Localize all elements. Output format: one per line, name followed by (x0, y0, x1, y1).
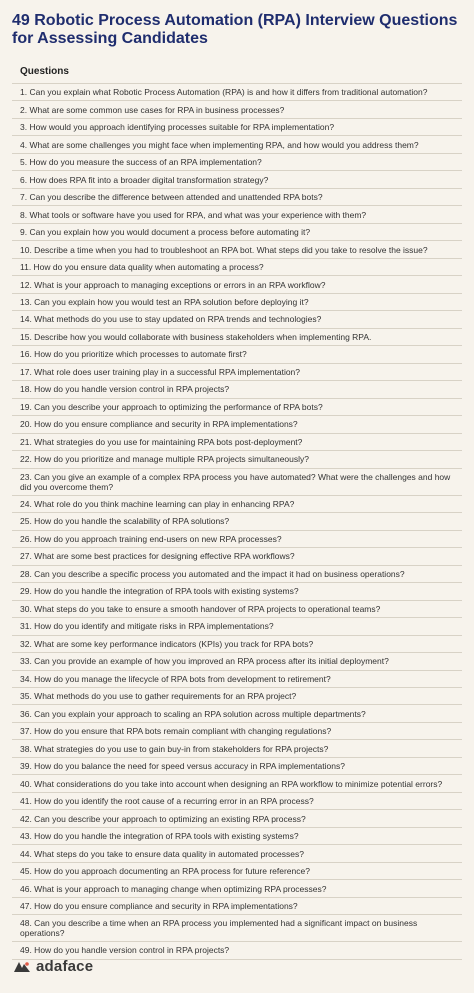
question-item: 2. What are some common use cases for RPA in business processes? (12, 101, 462, 118)
question-item: 19. Can you describe your approach to optimizing the performance of RPA bots? (12, 399, 462, 416)
question-item: 40. What considerations do you take into account when designing an RPA workflow to minimize potential errors? (12, 775, 462, 792)
questions-table (12, 62, 462, 960)
question-item: 12. What is your approach to managing exceptions or errors in an RPA workflow? (12, 276, 462, 293)
question-item: 43. How do you handle the integration of RPA tools with existing systems? (12, 828, 462, 845)
brand-name: adaface (36, 958, 94, 975)
question-item: 35. What methods do you use to gather requirements for an RPA project? (12, 688, 462, 705)
question-item: 15. Describe how you would collaborate with business stakeholders when implementing RPA. (12, 329, 462, 346)
question-item: 41. How do you identify the root cause of a recurring error in an RPA process? (12, 793, 462, 810)
question-list (12, 84, 462, 960)
question-item: 39. How do you balance the need for speed versus accuracy in RPA implementations? (12, 758, 462, 775)
question-item: 33. Can you provide an example of how you improved an RPA process after its initial deployment? (12, 653, 462, 670)
question-item: 23. Can you give an example of a complex RPA process you have automated? What were the challenges and how did you overcome them? (12, 469, 462, 496)
question-item: 45. How do you approach documenting an RPA process for future reference? (12, 863, 462, 880)
question-item: 27. What are some best practices for designing effective RPA workflows? (12, 548, 462, 565)
question-item: 32. What are some key performance indicators (KPIs) you track for RPA bots? (12, 636, 462, 653)
question-item: 21. What strategies do you use for maintaining RPA bots post-deployment? (12, 434, 462, 451)
question-item: 42. Can you describe your approach to optimizing an existing RPA process? (12, 810, 462, 827)
question-item: 9. Can you explain how you would document a process before automating it? (12, 224, 462, 241)
question-item: 26. How do you approach training end-users on new RPA processes? (12, 531, 462, 548)
question-item: 30. What steps do you take to ensure a smooth handover of RPA projects to operational teams? (12, 601, 462, 618)
question-item: 47. How do you ensure compliance and security in RPA implementations? (12, 898, 462, 915)
question-item: 7. Can you describe the difference between attended and unattended RPA bots? (12, 189, 462, 206)
question-item: 31. How do you identify and mitigate risks in RPA implementations? (12, 618, 462, 635)
question-item: 4. What are some challenges you might face when implementing RPA, and how would you address them? (12, 136, 462, 153)
question-item: 34. How do you manage the lifecycle of RPA bots from development to retirement? (12, 671, 462, 688)
question-item: 13. Can you explain how you would test an RPA solution before deploying it? (12, 294, 462, 311)
question-item: 17. What role does user training play in a successful RPA implementation? (12, 364, 462, 381)
question-item: 16. How do you prioritize which processes to automate first? (12, 346, 462, 363)
question-item: 8. What tools or software have you used for RPA, and what was your experience with them? (12, 206, 462, 223)
question-item: 36. Can you explain your approach to scaling an RPA solution across multiple departments? (12, 705, 462, 722)
question-item: 24. What role do you think machine learning can play in enhancing RPA? (12, 496, 462, 513)
question-item: 6. How does RPA fit into a broader digital transformation strategy? (12, 171, 462, 188)
question-item: 22. How do you prioritize and manage multiple RPA projects simultaneously? (12, 451, 462, 468)
question-item: 48. Can you describe a time when an RPA process you implemented had a significant impact on business operations? (12, 915, 462, 942)
question-item: 20. How do you ensure compliance and security in RPA implementations? (12, 416, 462, 433)
question-item: 10. Describe a time when you had to troubleshoot an RPA bot. What steps did you take to resolve the issue? (12, 241, 462, 258)
footer-brand (12, 958, 93, 975)
adaface-logo-icon (12, 960, 32, 974)
page-title: 49 Robotic Process Automation (RPA) Interview Questions for Assessing Candidates (12, 12, 458, 47)
question-item: 5. How do you measure the success of an RPA implementation? (12, 154, 462, 171)
question-item: 29. How do you handle the integration of RPA tools with existing systems? (12, 583, 462, 600)
question-item: 46. What is your approach to managing change when optimizing RPA processes? (12, 880, 462, 897)
question-item: 18. How do you handle version control in RPA projects? (12, 381, 462, 398)
question-item: 37. How do you ensure that RPA bots remain compliant with changing regulations? (12, 723, 462, 740)
question-item: 49. How do you handle version control in RPA projects? (12, 942, 462, 959)
question-item: 38. What strategies do you use to gain buy-in from stakeholders for RPA projects? (12, 740, 462, 757)
question-item: 28. Can you describe a specific process you automated and the impact it had on business operations? (12, 566, 462, 583)
question-item: 1. Can you explain what Robotic Process Automation (RPA) is and how it differs from traditional automation? (12, 84, 462, 101)
question-item: 14. What methods do you use to stay updated on RPA trends and technologies? (12, 311, 462, 328)
question-item: 44. What steps do you take to ensure data quality in automated processes? (12, 845, 462, 862)
question-item: 11. How do you ensure data quality when automating a process? (12, 259, 462, 276)
question-item: 3. How would you approach identifying processes suitable for RPA implementation? (12, 119, 462, 136)
question-item: 25. How do you handle the scalability of RPA solutions? (12, 513, 462, 530)
table-header: Questions (12, 62, 462, 84)
